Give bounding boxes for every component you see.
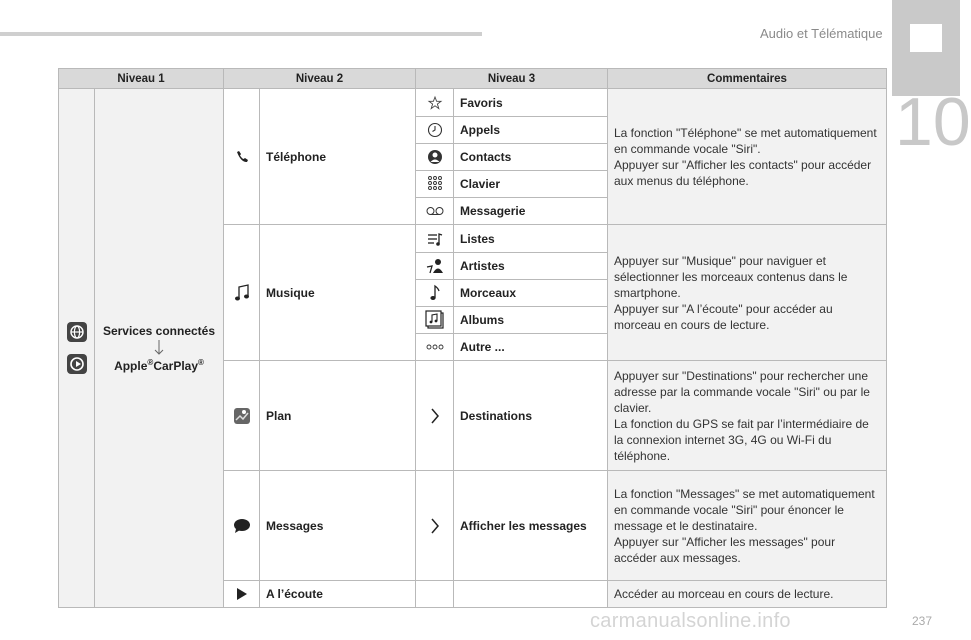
musique-comment: Appuyer sur "Musique" pour naviguer et sélectionner les morceaux contenus dans le smartphone. Appuyer sur "A l’écoute" pour accéder au morceau en cours de lecture. [608,225,887,361]
favoris-icon-cell [416,89,454,117]
keypad-icon [416,175,453,193]
chevron-right-icon [416,407,453,425]
level3-clavier: Clavier [454,171,608,198]
level3-destinations: Destinations [454,361,608,471]
clock-icon [416,122,453,138]
song-note-icon [416,285,453,301]
page-number: 237 [912,614,933,628]
map-icon [224,407,259,425]
apple-carplay-label: Apple®CarPlay® [114,357,204,373]
voicemail-icon [416,206,453,216]
music-note-icon [224,284,259,302]
artist-icon [416,258,453,274]
level3-favoris: Favoris [454,89,608,117]
playlist-icon [416,232,453,246]
musique-label: Musique [260,225,416,361]
header-comments: Commentaires [608,69,887,89]
top-rule [0,32,482,36]
plan-label: Plan [260,361,416,471]
contact-icon [416,149,453,165]
message-bubble-icon [224,518,259,534]
carplay-icon [59,353,94,375]
messages-comment: La fonction "Messages" se met automatiquement en commande vocale "Siri" pour énoncer le message et le destinataire. Appuyer sur "Afficher les messages" pour accéder aux messages. [608,471,887,581]
more-icon [416,344,453,350]
ecoute-comment: Accéder au morceau en cours de lecture. [608,581,887,608]
ecoute-label: A l’écoute [260,581,416,608]
telephone-label: Téléphone [260,89,416,225]
header-level3: Niveau 3 [416,69,608,89]
album-icon [416,310,453,330]
chapter-number: 10 [895,84,971,160]
level1-services-cell [95,89,224,608]
level3-artistes: Artistes [454,253,608,280]
level1-icon-cell [59,89,95,608]
level3-messagerie: Messagerie [454,198,608,225]
level3-autre: Autre ... [454,334,608,361]
phone-icon [224,150,259,164]
level3-appels: Appels [454,117,608,144]
star-icon [416,96,453,110]
plan-comment: Appuyer sur "Destinations" pour rechercher une adresse par la commande vocale "Siri" ou par le clavier. La fonction du GPS se fait par l’intermédiaire de la connexion internet 3G, 4G ou Wi-Fi du téléphone. [608,361,887,471]
watermark: carmanualsonline.info [590,610,791,632]
menu-table [58,68,887,608]
phone-icon-cell [224,89,260,225]
level3-morceaux: Morceaux [454,280,608,307]
play-icon [224,587,259,601]
header-level1: Niveau 1 [59,69,224,89]
services-connectes-label: Services connectés [102,323,216,338]
telephone-comment: La fonction "Téléphone" se met automatiquement en commande vocale "Siri". Appuyer sur "Afficher les contacts" pour accéder aux menus du téléphone. [608,89,887,225]
globe-icon [59,321,94,343]
level3-afficher-messages: Afficher les messages [454,471,608,581]
messages-label: Messages [260,471,416,581]
arrow-down-icon [153,340,165,356]
level3-listes: Listes [454,225,608,253]
level3-albums: Albums [454,307,608,334]
level3-contacts: Contacts [454,144,608,171]
chevron-right-icon [416,517,453,535]
section-title: Audio et Télématique [760,26,883,41]
chapter-tab [892,0,960,96]
header-level2: Niveau 2 [224,69,416,89]
